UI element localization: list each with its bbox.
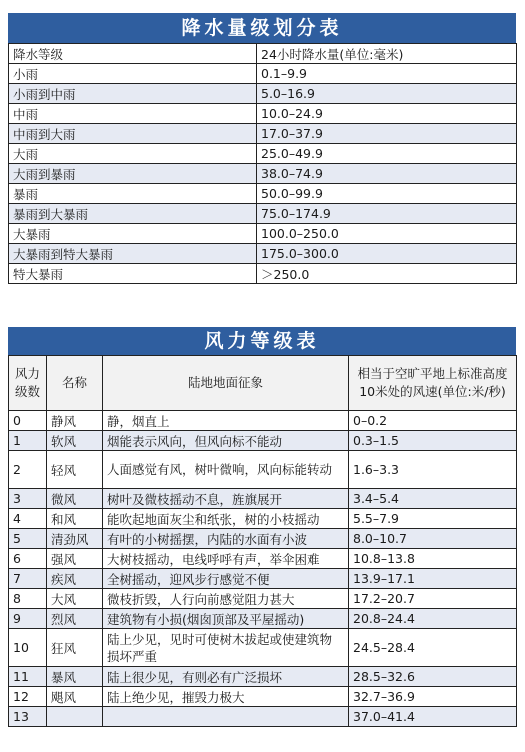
rain-header-row: [9, 44, 517, 64]
wind-speed-cell: 0–0.2: [349, 411, 517, 431]
wind-header-level: 风力级数: [9, 356, 47, 411]
wind-level-cell: 6: [9, 549, 47, 569]
wind-header-row: [9, 356, 517, 411]
wind-table-block: [8, 327, 516, 727]
wind-sign-cell: 微枝折毁，人行向前感觉阻力甚大: [103, 589, 349, 609]
rain-amount-cell: 100.0–250.0: [257, 224, 517, 244]
rain-table: [8, 43, 517, 284]
rain-row: [9, 204, 517, 224]
wind-row: [9, 609, 517, 629]
wind-sign-cell: [103, 707, 349, 727]
wind-level-cell: 7: [9, 569, 47, 589]
rain-row: [9, 184, 517, 204]
wind-level-cell: 4: [9, 509, 47, 529]
wind-speed-cell: 0.3–1.5: [349, 431, 517, 451]
rain-row: [9, 104, 517, 124]
wind-speed-cell: 37.0–41.4: [349, 707, 517, 727]
rain-amount-cell: 5.0–16.9: [257, 84, 517, 104]
wind-sign-cell: 有叶的小树摇摆，内陆的水面有小波: [103, 529, 349, 549]
rain-amount-cell: 75.0–174.9: [257, 204, 517, 224]
rain-row: [9, 144, 517, 164]
wind-row: [9, 451, 517, 489]
wind-level-cell: 3: [9, 489, 47, 509]
wind-name-cell: 飓风: [47, 687, 103, 707]
wind-header-speed: 相当于空旷平地上标准高度10米处的风速(单位:米/秒): [349, 356, 517, 411]
rain-level-cell: 大雨: [9, 144, 257, 164]
wind-header-name: 名称: [47, 356, 103, 411]
wind-sign-cell: 全树摇动，迎风步行感觉不便: [103, 569, 349, 589]
rain-level-cell: 暴雨到大暴雨: [9, 204, 257, 224]
rain-header-amount: 24小时降水量(单位:毫米): [257, 44, 517, 64]
rain-level-cell: 大暴雨: [9, 224, 257, 244]
wind-speed-cell: 1.6–3.3: [349, 451, 517, 489]
rain-row: [9, 244, 517, 264]
wind-name-cell: 软风: [47, 431, 103, 451]
rain-row: [9, 64, 517, 84]
rain-level-cell: 中雨: [9, 104, 257, 124]
wind-row: [9, 529, 517, 549]
wind-name-cell: 暴风: [47, 667, 103, 687]
wind-row: [9, 629, 517, 667]
wind-sign-cell: 陆上绝少见，摧毁力极大: [103, 687, 349, 707]
wind-name-cell: 清劲风: [47, 529, 103, 549]
rain-level-cell: 特大暴雨: [9, 264, 257, 284]
wind-sign-cell: 陆上少见，见时可使树木拔起或使建筑物损坏严重: [103, 629, 349, 667]
rain-amount-cell: 50.0–99.9: [257, 184, 517, 204]
wind-speed-cell: 8.0–10.7: [349, 529, 517, 549]
wind-speed-cell: 13.9–17.1: [349, 569, 517, 589]
wind-name-cell: 轻风: [47, 451, 103, 489]
wind-level-cell: 12: [9, 687, 47, 707]
wind-sign-cell: 建筑物有小损(烟囱顶部及平屋摇动): [103, 609, 349, 629]
wind-speed-cell: 20.8–24.4: [349, 609, 517, 629]
wind-sign-cell: 能吹起地面灰尘和纸张，树的小枝摇动: [103, 509, 349, 529]
wind-speed-cell: 10.8–13.8: [349, 549, 517, 569]
rain-level-cell: 暴雨: [9, 184, 257, 204]
rain-table-title: 降水量级划分表: [8, 13, 516, 43]
rain-level-cell: 小雨: [9, 64, 257, 84]
wind-speed-cell: 17.2–20.7: [349, 589, 517, 609]
wind-name-cell: 疾风: [47, 569, 103, 589]
wind-level-cell: 0: [9, 411, 47, 431]
wind-name-cell: 狂风: [47, 629, 103, 667]
wind-level-cell: 5: [9, 529, 47, 549]
wind-speed-cell: 3.4–5.4: [349, 489, 517, 509]
rain-amount-cell: 25.0–49.9: [257, 144, 517, 164]
wind-sign-cell: 大树枝摇动，电线呼呼有声，举伞困难: [103, 549, 349, 569]
wind-row: [9, 411, 517, 431]
rain-row: [9, 124, 517, 144]
rain-amount-cell: 10.0–24.9: [257, 104, 517, 124]
rain-row: [9, 164, 517, 184]
wind-sign-cell: 陆上很少见，有则必有广泛损坏: [103, 667, 349, 687]
wind-name-cell: 静风: [47, 411, 103, 431]
rain-level-cell: 中雨到大雨: [9, 124, 257, 144]
wind-name-cell: 强风: [47, 549, 103, 569]
wind-row: [9, 687, 517, 707]
wind-level-cell: 1: [9, 431, 47, 451]
wind-speed-cell: 28.5–32.6: [349, 667, 517, 687]
wind-row: [9, 431, 517, 451]
wind-row: [9, 509, 517, 529]
wind-sign-cell: 树叶及微枝摇动不息，旌旗展开: [103, 489, 349, 509]
wind-level-cell: 9: [9, 609, 47, 629]
wind-level-cell: 2: [9, 451, 47, 489]
rain-row: [9, 264, 517, 284]
wind-level-cell: 13: [9, 707, 47, 727]
wind-table-title: 风力等级表: [8, 327, 516, 355]
wind-name-cell: [47, 707, 103, 727]
wind-header-sign: 陆地地面征象: [103, 356, 349, 411]
rain-header-level: 降水等级: [9, 44, 257, 64]
wind-sign-cell: 人面感觉有风，树叶微响，风向标能转动: [103, 451, 349, 489]
wind-row: [9, 549, 517, 569]
rain-amount-cell: 0.1–9.9: [257, 64, 517, 84]
wind-name-cell: 和风: [47, 509, 103, 529]
wind-row: [9, 569, 517, 589]
rain-level-cell: 大雨到暴雨: [9, 164, 257, 184]
wind-row: [9, 489, 517, 509]
wind-name-cell: 大风: [47, 589, 103, 609]
wind-row: [9, 707, 517, 727]
wind-table: [8, 355, 517, 727]
rain-row: [9, 84, 517, 104]
wind-level-cell: 11: [9, 667, 47, 687]
wind-row: [9, 589, 517, 609]
wind-level-cell: 8: [9, 589, 47, 609]
rain-row: [9, 224, 517, 244]
wind-name-cell: 烈风: [47, 609, 103, 629]
rain-amount-cell: 175.0–300.0: [257, 244, 517, 264]
wind-row: [9, 667, 517, 687]
rain-amount-cell: ＞250.0: [257, 264, 517, 284]
rain-amount-cell: 38.0–74.9: [257, 164, 517, 184]
rain-amount-cell: 17.0–37.9: [257, 124, 517, 144]
wind-name-cell: 微风: [47, 489, 103, 509]
wind-level-cell: 10: [9, 629, 47, 667]
rain-level-cell: 大暴雨到特大暴雨: [9, 244, 257, 264]
wind-speed-cell: 5.5–7.9: [349, 509, 517, 529]
wind-sign-cell: 烟能表示风向，但风向标不能动: [103, 431, 349, 451]
wind-sign-cell: 静，烟直上: [103, 411, 349, 431]
rain-table-block: [8, 13, 516, 284]
wind-speed-cell: 24.5–28.4: [349, 629, 517, 667]
wind-speed-cell: 32.7–36.9: [349, 687, 517, 707]
rain-level-cell: 小雨到中雨: [9, 84, 257, 104]
